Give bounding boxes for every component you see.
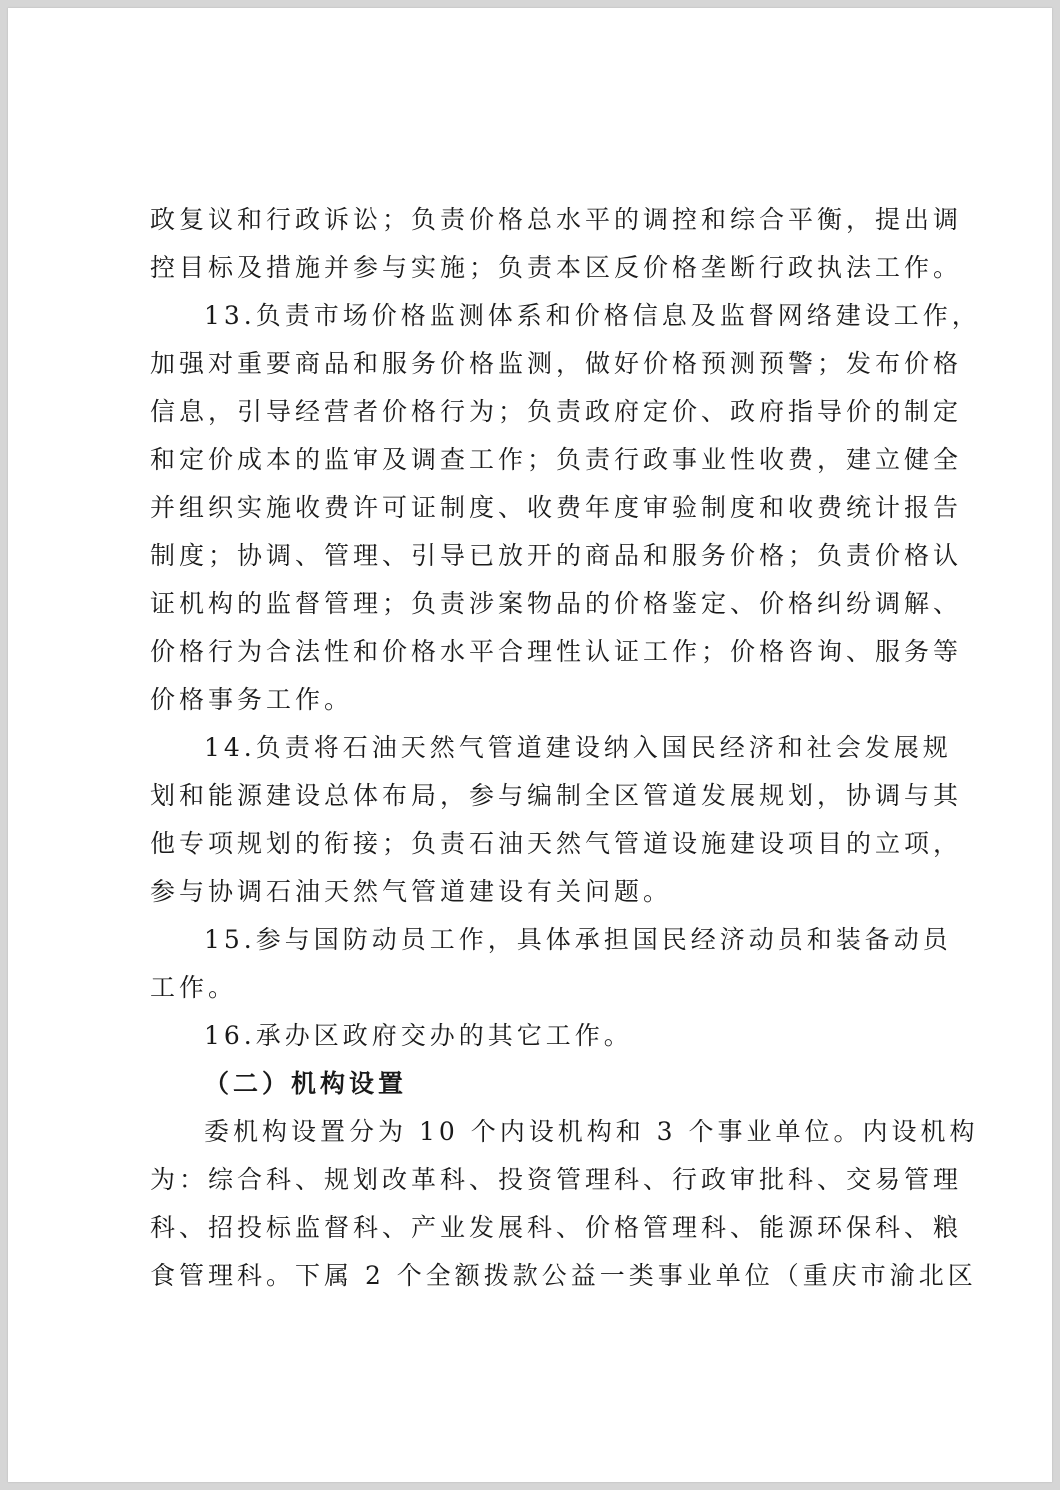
text-line: 价格行为合法性和价格水平合理性认证工作；价格咨询、服务等 [150, 637, 963, 666]
text-line: 为：综合科、规划改革科、投资管理科、行政审批科、交易管理 [150, 1165, 963, 1194]
text-line: 加强对重要商品和服务价格监测，做好价格预测预警；发布价格 [150, 349, 963, 378]
text-line: 14.负责将石油天然气管道建设纳入国民经济和社会发展规 [204, 733, 952, 762]
text-line: 划和能源建设总体布局，参与编制全区管道发展规划，协调与其 [150, 781, 963, 810]
text-line: 13.负责市场价格监测体系和价格信息及监督网络建设工作， [204, 301, 981, 330]
text-line: 控目标及措施并参与实施；负责本区反价格垄断行政执法工作。 [150, 253, 963, 282]
text-line: 并组织实施收费许可证制度、收费年度审验制度和收费统计报告 [150, 493, 963, 522]
document-body [150, 196, 981, 1300]
text-line: 信息，引导经营者价格行为；负责政府定价、政府指导价的制定 [150, 397, 963, 426]
text-line: 15.参与国防动员工作，具体承担国民经济动员和装备动员 [204, 925, 952, 954]
text-line: 参与协调石油天然气管道建设有关问题。 [150, 877, 673, 906]
text-line: 食管理科。下属 2 个全额拨款公益一类事业单位（重庆市渝北区 [150, 1261, 977, 1290]
text-line: 工作。 [150, 973, 238, 1002]
text-line: 16.承办区政府交办的其它工作。 [204, 1021, 633, 1050]
text-line: 价格事务工作。 [150, 685, 354, 714]
text-line: 他专项规划的衔接；负责石油天然气管道设施建设项目的立项， [150, 829, 963, 858]
document-page [8, 8, 1052, 1482]
text-line: 委机构设置分为 10 个内设机构和 3 个事业单位。内设机构 [204, 1117, 979, 1146]
text-line: 政复议和行政诉讼；负责价格总水平的调控和综合平衡，提出调 [150, 205, 963, 234]
text-line: 制度；协调、管理、引导已放开的商品和服务价格；负责价格认 [150, 541, 963, 570]
text-line: 科、招投标监督科、产业发展科、价格管理科、能源环保科、粮 [150, 1213, 963, 1242]
text-line: 证机构的监督管理；负责涉案物品的价格鉴定、价格纠纷调解、 [150, 589, 963, 618]
text-line: 和定价成本的监审及调查工作；负责行政事业性收费，建立健全 [150, 445, 963, 474]
section-heading: （二）机构设置 [204, 1069, 408, 1098]
